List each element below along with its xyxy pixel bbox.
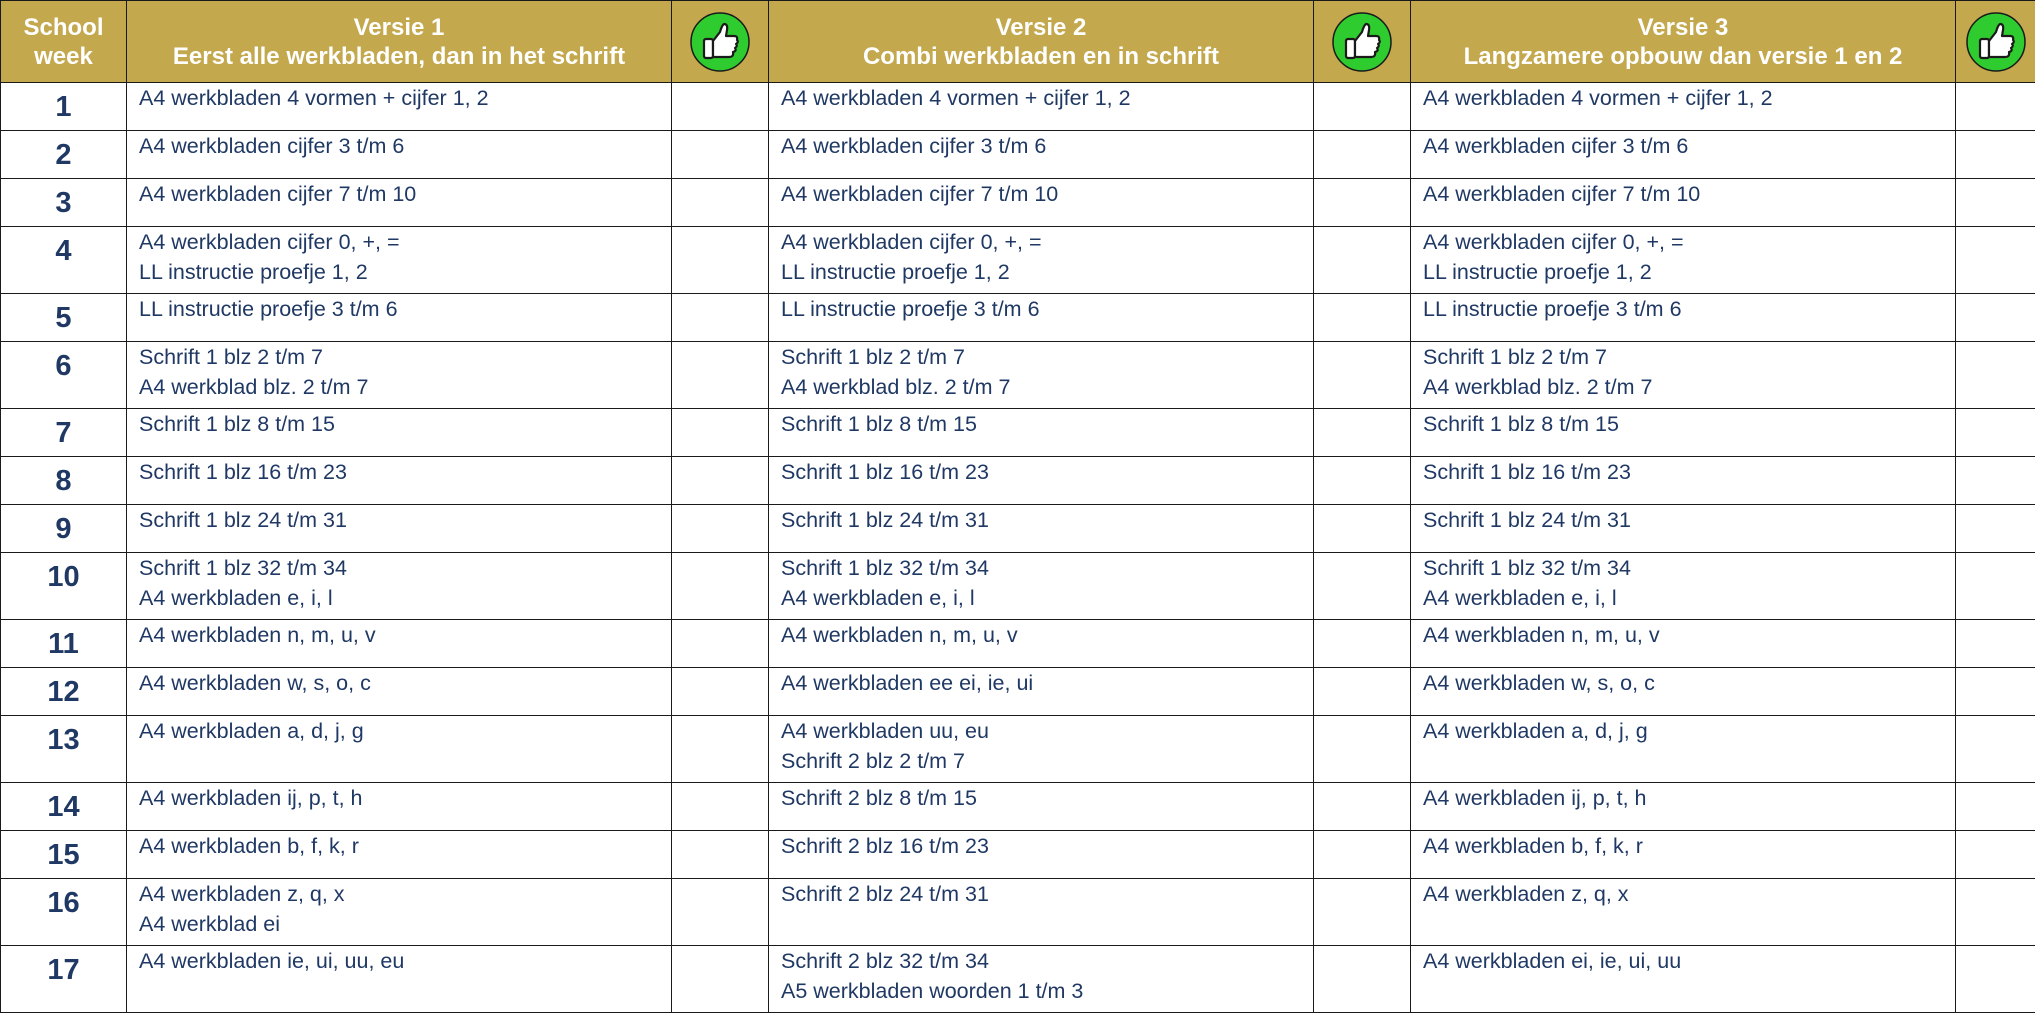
table-row <box>1 505 2035 553</box>
week-number: 13 <box>1 716 127 783</box>
week-number: 12 <box>1 668 127 716</box>
version-3-cell <box>1411 505 1956 553</box>
version-3-checkbox-cell <box>1956 783 2035 831</box>
version-1-cell <box>127 553 672 620</box>
schedule-body <box>1 83 2035 1013</box>
cell-line: Schrift 2 blz 24 t/m 31 <box>781 879 1305 909</box>
version-3-cell <box>1411 457 1956 505</box>
cell-line: LL instructie proefje 1, 2 <box>781 257 1305 287</box>
week-number: 9 <box>1 505 127 553</box>
version-2-cell <box>769 131 1314 179</box>
version-3-cell <box>1411 716 1956 783</box>
version-2-title: Versie 2 <box>996 14 1087 41</box>
school-week-header-line1: School <box>23 14 103 41</box>
version-2-checkbox-cell <box>1314 831 1411 879</box>
version-2-cell <box>769 716 1314 783</box>
cell-line: Schrift 2 blz 8 t/m 15 <box>781 783 1305 813</box>
table-row <box>1 227 2035 294</box>
cell-line: Schrift 1 blz 16 t/m 23 <box>139 457 663 487</box>
version-3-cell <box>1411 294 1956 342</box>
table-row <box>1 294 2035 342</box>
cell-line: A4 werkbladen n, m, u, v <box>781 620 1305 650</box>
version-1-checkbox-cell <box>672 946 769 1013</box>
version-3-cell <box>1411 342 1956 409</box>
cell-line: Schrift 1 blz 2 t/m 7 <box>781 342 1305 372</box>
week-number: 15 <box>1 831 127 879</box>
version-3-checkbox-cell <box>1956 553 2035 620</box>
table-row <box>1 553 2035 620</box>
version-1-cell <box>127 227 672 294</box>
cell-line: A4 werkbladen w, s, o, c <box>139 668 663 698</box>
version-1-cell <box>127 831 672 879</box>
version-3-cell <box>1411 783 1956 831</box>
version-3-subtitle: Langzamere opbouw dan versie 1 en 2 <box>1464 43 1903 70</box>
table-row <box>1 716 2035 783</box>
version-1-checkbox-cell <box>672 227 769 294</box>
week-number: 16 <box>1 879 127 946</box>
version-2-subtitle: Combi werkbladen en in schrift <box>863 43 1219 70</box>
version-2-cell <box>769 783 1314 831</box>
week-number: 4 <box>1 227 127 294</box>
cell-line: Schrift 1 blz 16 t/m 23 <box>781 457 1305 487</box>
table-row <box>1 83 2035 131</box>
cell-line: Schrift 1 blz 24 t/m 31 <box>139 505 663 535</box>
version-1-checkbox-cell <box>672 620 769 668</box>
school-week-header-line2: week <box>34 43 93 70</box>
version-3-title: Versie 3 <box>1638 14 1729 41</box>
version-2-checkbox-cell <box>1314 505 1411 553</box>
cell-line: A4 werkbladen cijfer 7 t/m 10 <box>1423 179 1947 209</box>
version-3-header <box>1411 1 1956 83</box>
cell-line: LL instructie proefje 3 t/m 6 <box>139 294 663 324</box>
version-1-cell <box>127 409 672 457</box>
version-2-checkbox-cell <box>1314 668 1411 716</box>
week-number: 14 <box>1 783 127 831</box>
table-row <box>1 831 2035 879</box>
week-number: 3 <box>1 179 127 227</box>
version-3-checkbox-cell <box>1956 668 2035 716</box>
version-3-cell <box>1411 409 1956 457</box>
version-1-checkbox-cell <box>672 179 769 227</box>
version-1-checkbox-cell <box>672 831 769 879</box>
cell-line: Schrift 1 blz 2 t/m 7 <box>139 342 663 372</box>
version-1-checkbox-cell <box>672 457 769 505</box>
table-row <box>1 409 2035 457</box>
version-3-cell <box>1411 946 1956 1013</box>
version-2-checkbox-cell <box>1314 83 1411 131</box>
cell-line: A4 werkblad blz. 2 t/m 7 <box>139 372 663 402</box>
version-3-checkbox-cell <box>1956 83 2035 131</box>
version-2-cell <box>769 457 1314 505</box>
version-1-checkbox-cell <box>672 131 769 179</box>
version-1-checkbox-cell <box>672 342 769 409</box>
version-2-checkbox-cell <box>1314 716 1411 783</box>
cell-line: Schrift 1 blz 32 t/m 34 <box>139 553 663 583</box>
version-1-cell <box>127 620 672 668</box>
cell-line: Schrift 1 blz 16 t/m 23 <box>1423 457 1947 487</box>
version-3-checkbox-cell <box>1956 620 2035 668</box>
version-2-thumb-header <box>1314 1 1411 83</box>
cell-line: A4 werkblad ei <box>139 909 663 939</box>
version-1-checkbox-cell <box>672 716 769 783</box>
version-3-checkbox-cell <box>1956 879 2035 946</box>
version-3-checkbox-cell <box>1956 227 2035 294</box>
version-1-checkbox-cell <box>672 83 769 131</box>
version-1-cell <box>127 668 672 716</box>
cell-line: Schrift 1 blz 8 t/m 15 <box>1423 409 1947 439</box>
version-2-checkbox-cell <box>1314 620 1411 668</box>
version-1-checkbox-cell <box>672 553 769 620</box>
version-1-cell <box>127 879 672 946</box>
version-1-cell <box>127 457 672 505</box>
version-1-checkbox-cell <box>672 505 769 553</box>
version-1-cell <box>127 131 672 179</box>
cell-line: LL instructie proefje 1, 2 <box>139 257 663 287</box>
cell-line: A4 werkbladen e, i, l <box>1423 583 1947 613</box>
version-1-checkbox-cell <box>672 409 769 457</box>
cell-line: A4 werkbladen cijfer 3 t/m 6 <box>781 131 1305 161</box>
cell-line: A4 werkbladen ij, p, t, h <box>139 783 663 813</box>
cell-line: A4 werkbladen ee ei, ie, ui <box>781 668 1305 698</box>
version-2-checkbox-cell <box>1314 227 1411 294</box>
week-number: 8 <box>1 457 127 505</box>
version-1-title: Versie 1 <box>354 14 445 41</box>
cell-line: A4 werkbladen cijfer 3 t/m 6 <box>139 131 663 161</box>
version-1-cell <box>127 342 672 409</box>
version-2-cell <box>769 179 1314 227</box>
week-number: 6 <box>1 342 127 409</box>
version-1-subtitle: Eerst alle werkbladen, dan in het schrift <box>173 43 625 70</box>
version-3-cell <box>1411 227 1956 294</box>
cell-line: A4 werkblad blz. 2 t/m 7 <box>1423 372 1947 402</box>
school-week-header <box>1 1 127 83</box>
version-2-cell <box>769 620 1314 668</box>
cell-line: LL instructie proefje 1, 2 <box>1423 257 1947 287</box>
version-1-cell <box>127 783 672 831</box>
cell-line: Schrift 2 blz 16 t/m 23 <box>781 831 1305 861</box>
cell-line: A4 werkbladen b, f, k, r <box>139 831 663 861</box>
version-2-checkbox-cell <box>1314 131 1411 179</box>
version-1-cell <box>127 83 672 131</box>
cell-line: A4 werkbladen cijfer 7 t/m 10 <box>139 179 663 209</box>
version-1-checkbox-cell <box>672 879 769 946</box>
version-2-header <box>769 1 1314 83</box>
week-number: 17 <box>1 946 127 1013</box>
version-3-checkbox-cell <box>1956 457 2035 505</box>
cell-line: LL instructie proefje 3 t/m 6 <box>781 294 1305 324</box>
version-2-cell <box>769 409 1314 457</box>
cell-line: A4 werkbladen uu, eu <box>781 716 1305 746</box>
version-2-cell <box>769 553 1314 620</box>
version-1-cell <box>127 505 672 553</box>
version-2-checkbox-cell <box>1314 409 1411 457</box>
cell-line: A4 werkbladen n, m, u, v <box>139 620 663 650</box>
version-3-checkbox-cell <box>1956 294 2035 342</box>
table-row <box>1 668 2035 716</box>
cell-line: Schrift 1 blz 32 t/m 34 <box>781 553 1305 583</box>
cell-line: A4 werkblad blz. 2 t/m 7 <box>781 372 1305 402</box>
version-1-cell <box>127 946 672 1013</box>
version-1-checkbox-cell <box>672 294 769 342</box>
table-row <box>1 342 2035 409</box>
version-1-cell <box>127 179 672 227</box>
version-2-checkbox-cell <box>1314 342 1411 409</box>
version-3-cell <box>1411 83 1956 131</box>
week-number: 11 <box>1 620 127 668</box>
version-2-checkbox-cell <box>1314 179 1411 227</box>
week-number: 10 <box>1 553 127 620</box>
version-2-cell <box>769 879 1314 946</box>
cell-line: Schrift 1 blz 2 t/m 7 <box>1423 342 1947 372</box>
thumbs-up-icon <box>689 11 751 73</box>
week-number: 7 <box>1 409 127 457</box>
version-2-cell <box>769 668 1314 716</box>
cell-line: A4 werkbladen w, s, o, c <box>1423 668 1947 698</box>
table-row <box>1 946 2035 1013</box>
version-2-checkbox-cell <box>1314 457 1411 505</box>
version-2-checkbox-cell <box>1314 294 1411 342</box>
version-3-thumb-header <box>1956 1 2035 83</box>
cell-line: A4 werkbladen cijfer 7 t/m 10 <box>781 179 1305 209</box>
cell-line: A4 werkbladen 4 vormen + cijfer 1, 2 <box>139 83 663 113</box>
cell-line: A4 werkbladen 4 vormen + cijfer 1, 2 <box>781 83 1305 113</box>
version-1-checkbox-cell <box>672 668 769 716</box>
cell-line: A4 werkbladen z, q, x <box>139 879 663 909</box>
cell-line: A4 werkbladen cijfer 0, +, = <box>139 227 663 257</box>
version-2-checkbox-cell <box>1314 879 1411 946</box>
version-2-checkbox-cell <box>1314 783 1411 831</box>
version-3-cell <box>1411 553 1956 620</box>
version-3-cell <box>1411 879 1956 946</box>
cell-line: A4 werkbladen ij, p, t, h <box>1423 783 1947 813</box>
version-2-cell <box>769 227 1314 294</box>
version-2-cell <box>769 342 1314 409</box>
cell-line: A5 werkbladen woorden 1 t/m 3 <box>781 976 1305 1006</box>
version-3-cell <box>1411 620 1956 668</box>
table-row <box>1 131 2035 179</box>
version-3-checkbox-cell <box>1956 179 2035 227</box>
table-row <box>1 879 2035 946</box>
version-3-cell <box>1411 831 1956 879</box>
cell-line: Schrift 1 blz 8 t/m 15 <box>781 409 1305 439</box>
version-3-cell <box>1411 668 1956 716</box>
version-3-checkbox-cell <box>1956 409 2035 457</box>
version-3-checkbox-cell <box>1956 946 2035 1013</box>
week-number: 5 <box>1 294 127 342</box>
cell-line: A4 werkbladen a, d, j, g <box>1423 716 1947 746</box>
thumbs-up-icon <box>1331 11 1393 73</box>
version-2-cell <box>769 831 1314 879</box>
week-number: 1 <box>1 83 127 131</box>
version-2-cell <box>769 83 1314 131</box>
version-1-cell <box>127 716 672 783</box>
table-row <box>1 457 2035 505</box>
version-3-checkbox-cell <box>1956 716 2035 783</box>
version-2-checkbox-cell <box>1314 553 1411 620</box>
cell-line: A4 werkbladen e, i, l <box>781 583 1305 613</box>
cell-line: Schrift 1 blz 24 t/m 31 <box>1423 505 1947 535</box>
cell-line: A4 werkbladen n, m, u, v <box>1423 620 1947 650</box>
cell-line: Schrift 1 blz 8 t/m 15 <box>139 409 663 439</box>
cell-line: A4 werkbladen 4 vormen + cijfer 1, 2 <box>1423 83 1947 113</box>
cell-line: A4 werkbladen e, i, l <box>139 583 663 613</box>
version-3-checkbox-cell <box>1956 831 2035 879</box>
cell-line: A4 werkbladen b, f, k, r <box>1423 831 1947 861</box>
cell-line: A4 werkbladen cijfer 0, +, = <box>781 227 1305 257</box>
table-row <box>1 179 2035 227</box>
version-3-cell <box>1411 131 1956 179</box>
cell-line: Schrift 2 blz 32 t/m 34 <box>781 946 1305 976</box>
version-2-cell <box>769 946 1314 1013</box>
header-row <box>1 1 2035 83</box>
version-2-cell <box>769 294 1314 342</box>
version-3-checkbox-cell <box>1956 505 2035 553</box>
cell-line: LL instructie proefje 3 t/m 6 <box>1423 294 1947 324</box>
version-3-checkbox-cell <box>1956 342 2035 409</box>
thumbs-up-icon <box>1965 11 2027 73</box>
table-row <box>1 620 2035 668</box>
cell-line: A4 werkbladen cijfer 0, +, = <box>1423 227 1947 257</box>
version-2-checkbox-cell <box>1314 946 1411 1013</box>
version-1-cell <box>127 294 672 342</box>
table-row <box>1 783 2035 831</box>
cell-line: Schrift 1 blz 24 t/m 31 <box>781 505 1305 535</box>
cell-line: A4 werkbladen ei, ie, ui, uu <box>1423 946 1947 976</box>
version-3-cell <box>1411 179 1956 227</box>
version-2-cell <box>769 505 1314 553</box>
version-1-thumb-header <box>672 1 769 83</box>
cell-line: Schrift 2 blz 2 t/m 7 <box>781 746 1305 776</box>
version-1-header <box>127 1 672 83</box>
cell-line: A4 werkbladen ie, ui, uu, eu <box>139 946 663 976</box>
version-1-checkbox-cell <box>672 783 769 831</box>
cell-line: A4 werkbladen a, d, j, g <box>139 716 663 746</box>
cell-line: A4 werkbladen z, q, x <box>1423 879 1947 909</box>
cell-line: Schrift 1 blz 32 t/m 34 <box>1423 553 1947 583</box>
cell-line: A4 werkbladen cijfer 3 t/m 6 <box>1423 131 1947 161</box>
version-3-checkbox-cell <box>1956 131 2035 179</box>
week-number: 2 <box>1 131 127 179</box>
